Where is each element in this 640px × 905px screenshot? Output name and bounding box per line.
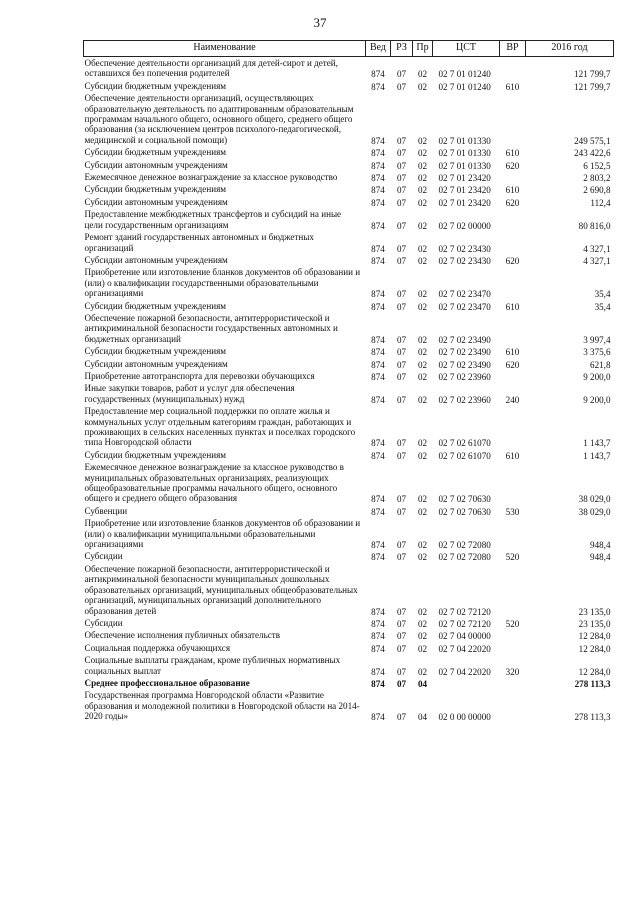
cell-ved: 874 <box>371 185 385 196</box>
cell-vr <box>500 266 526 299</box>
table-row <box>84 629 614 641</box>
cell-vr: 620 <box>505 255 520 266</box>
cell-pr: 02 <box>417 359 428 370</box>
cell-amount: 4 327,1 <box>583 243 611 254</box>
cell-amount: 1 143,7 <box>583 438 611 449</box>
cell-vr: 320 <box>505 666 520 677</box>
cell-pr: 02 <box>417 148 428 159</box>
cell-rz: 07 <box>396 494 407 505</box>
cell-pr: 02 <box>417 334 428 345</box>
table-row <box>84 449 614 461</box>
cell-vr <box>500 370 526 382</box>
cell-pr: 02 <box>417 494 428 505</box>
table-row <box>84 80 614 92</box>
cell-name: Субсидии бюджетным учреждениям <box>84 184 227 195</box>
cell-ved: 874 <box>371 347 385 358</box>
cell-name: Среднее профессиональное образование <box>84 677 250 688</box>
table-row <box>84 196 614 208</box>
cell-ved: 874 <box>371 606 385 617</box>
cell-amount: 948,4 <box>590 540 611 551</box>
cell-rz: 07 <box>396 506 407 517</box>
cell-cst: 02 7 01 01330 <box>438 135 491 146</box>
cell-vr: 610 <box>505 347 520 358</box>
cell-ved: 874 <box>371 394 385 405</box>
cell-amount: 23 135,0 <box>578 606 611 617</box>
cell-rz: 07 <box>396 394 407 405</box>
cell-pr: 04 <box>417 678 428 689</box>
cell-vr: 530 <box>505 506 520 517</box>
cell-vr <box>500 57 526 80</box>
column-header-ved: Вед <box>366 41 391 57</box>
cell-rz: 07 <box>396 678 407 689</box>
cell-pr: 02 <box>417 631 428 642</box>
cell-ved: 874 <box>371 371 385 382</box>
cell-cst: 02 7 02 23960 <box>438 394 491 405</box>
table-row <box>84 254 614 266</box>
cell-ved: 874 <box>371 359 385 370</box>
cell-amount: 35,4 <box>594 301 611 312</box>
cell-amount: 12 284,0 <box>578 666 611 677</box>
cell-ved: 874 <box>371 289 385 300</box>
cell-pr: 02 <box>417 243 428 254</box>
cell-cst: 02 7 01 01330 <box>438 160 491 171</box>
cell-amount: 9 200,0 <box>583 394 611 405</box>
cell-cst: 02 7 01 01240 <box>438 81 491 92</box>
cell-rz: 07 <box>396 371 407 382</box>
cell-amount: 35,4 <box>594 289 611 300</box>
cell-name: Субсидии автономным учреждениям <box>84 358 228 369</box>
table-row <box>84 159 614 171</box>
cell-pr: 04 <box>417 712 428 723</box>
cell-vr <box>500 208 526 231</box>
cell-vr <box>500 629 526 641</box>
cell-rz: 07 <box>396 243 407 254</box>
cell-rz: 07 <box>396 160 407 171</box>
cell-amount: 2 803,2 <box>583 173 611 184</box>
table-row <box>84 405 614 449</box>
cell-vr: 520 <box>505 552 520 563</box>
cell-name: Иные закупки товаров, работ и услуг для обеспечения государственных (муниципальных) нужд <box>84 383 295 404</box>
cell-cst: 02 7 02 23960 <box>438 371 491 382</box>
cell-amount: 38 029,0 <box>578 494 611 505</box>
column-header-cst: ЦСТ <box>433 41 500 57</box>
table-row <box>84 517 614 550</box>
cell-pr: 02 <box>417 173 428 184</box>
cell-name: Социальные выплаты гражданам, кроме публичных нормативных социальных выплат <box>84 655 341 676</box>
cell-pr: 02 <box>417 643 428 654</box>
cell-ved: 874 <box>371 678 385 689</box>
cell-rz: 07 <box>396 606 407 617</box>
cell-cst: 02 7 01 01330 <box>438 148 491 159</box>
cell-ved: 874 <box>371 255 385 266</box>
cell-pr: 02 <box>417 552 428 563</box>
cell-rz: 07 <box>396 540 407 551</box>
cell-vr <box>500 405 526 449</box>
cell-cst: 02 0 00 00000 <box>438 712 491 723</box>
cell-rz: 07 <box>396 347 407 358</box>
cell-amount: 621,8 <box>590 359 611 370</box>
cell-pr: 02 <box>417 618 428 629</box>
cell-rz: 07 <box>396 334 407 345</box>
cell-amount: 3 997,4 <box>583 334 611 345</box>
cell-amount: 948,4 <box>590 552 611 563</box>
cell-ved: 874 <box>371 552 385 563</box>
cell-vr <box>500 689 526 722</box>
cell-ved: 874 <box>371 494 385 505</box>
cell-pr: 02 <box>417 438 428 449</box>
cell-ved: 874 <box>371 450 385 461</box>
cell-cst: 02 7 02 23470 <box>438 301 491 312</box>
cell-cst: 02 7 02 23490 <box>438 347 491 358</box>
table-row <box>84 505 614 517</box>
cell-name: Субсидии автономным учреждениям <box>84 196 228 207</box>
table-row <box>84 654 614 677</box>
cell-cst: 02 7 01 23420 <box>438 197 491 208</box>
table-row <box>84 183 614 195</box>
cell-cst: 02 7 02 72080 <box>438 540 491 551</box>
table-row <box>84 617 614 629</box>
cell-amount: 80 816,0 <box>578 220 611 231</box>
cell-cst: 02 7 02 00000 <box>438 220 491 231</box>
table-row <box>84 231 614 254</box>
cell-name: Ежемесячное денежное вознаграждение за классное руководство в муниципальных образовательных организациях, реализующих общеобразовательные программы начального общего, основного общего и среднего общего образования <box>84 462 344 504</box>
cell-ved: 874 <box>371 69 385 80</box>
column-header-pr: Пр <box>413 41 433 57</box>
cell-ved: 874 <box>371 81 385 92</box>
cell-pr: 02 <box>417 450 428 461</box>
table-row <box>84 642 614 654</box>
cell-cst: 02 7 04 00000 <box>438 631 491 642</box>
cell-pr: 02 <box>417 371 428 382</box>
cell-cst: 02 7 02 70630 <box>438 494 491 505</box>
table-row <box>84 358 614 370</box>
cell-cst: 02 7 04 22020 <box>438 666 491 677</box>
cell-amount: 12 284,0 <box>578 631 611 642</box>
budget-table <box>83 40 614 723</box>
column-header-name: Наименование <box>84 41 366 57</box>
cell-name: Субсидии автономным учреждениям <box>84 159 228 170</box>
cell-name: Приобретение автотранспорта для перевозки обучающихся <box>84 370 315 381</box>
cell-ved: 874 <box>371 712 385 723</box>
cell-cst: 02 7 02 23470 <box>438 289 491 300</box>
cell-name: Обеспечение пожарной безопасности, антитеррористической и антикриминальной безопасности государственных автономных и бюджетных организаций <box>84 312 338 344</box>
cell-amount: 2 690,8 <box>583 185 611 196</box>
table-row <box>84 689 614 722</box>
cell-name: Обеспечение исполнения публичных обязательств <box>84 630 281 641</box>
table-header-row <box>84 41 614 57</box>
cell-rz: 07 <box>396 643 407 654</box>
cell-name: Предоставление межбюджетных трансфертов и субсидий на иные цели государственным организациям <box>84 209 342 230</box>
table-row <box>84 382 614 405</box>
cell-rz: 07 <box>396 450 407 461</box>
cell-cst: 02 7 02 61070 <box>438 438 491 449</box>
cell-rz: 07 <box>396 666 407 677</box>
cell-rz: 07 <box>396 552 407 563</box>
cell-ved: 874 <box>371 618 385 629</box>
table-row <box>84 461 614 505</box>
table-row <box>84 171 614 183</box>
cell-vr: 520 <box>505 618 520 629</box>
cell-pr: 02 <box>417 506 428 517</box>
table-row <box>84 266 614 299</box>
cell-cst: 02 7 01 23420 <box>438 173 491 184</box>
cell-amount: 6 152,5 <box>583 160 611 171</box>
cell-vr: 240 <box>505 394 520 405</box>
cell-vr <box>500 563 526 617</box>
cell-pr: 02 <box>417 666 428 677</box>
cell-rz: 07 <box>396 135 407 146</box>
cell-cst: 02 7 02 61070 <box>438 450 491 461</box>
cell-vr <box>500 171 526 183</box>
cell-name: Приобретение или изготовление бланков документов об образовании и (или) о квалификации муниципальными образовательными организациями <box>84 518 361 550</box>
cell-name: Субсидии бюджетным учреждениям <box>84 449 227 460</box>
cell-ved: 874 <box>371 135 385 146</box>
cell-ved: 874 <box>371 220 385 231</box>
cell-amount: 112,4 <box>590 197 611 208</box>
cell-pr: 02 <box>417 394 428 405</box>
cell-pr: 02 <box>417 606 428 617</box>
cell-vr: 610 <box>505 185 520 196</box>
cell-ved: 874 <box>371 666 385 677</box>
cell-amount: 4 327,1 <box>583 255 611 266</box>
cell-name: Субсидии бюджетным учреждениям <box>84 80 227 91</box>
cell-name: Субсидии бюджетным учреждениям <box>84 346 227 357</box>
cell-cst: 02 7 01 01240 <box>438 69 491 80</box>
column-header-rz: РЗ <box>391 41 413 57</box>
cell-name: Субсидии <box>84 551 123 562</box>
cell-rz: 07 <box>396 618 407 629</box>
table-row <box>84 146 614 158</box>
cell-pr: 02 <box>417 289 428 300</box>
column-header-vr: ВР <box>500 41 526 57</box>
cell-pr: 02 <box>417 220 428 231</box>
cell-ved: 874 <box>371 301 385 312</box>
cell-rz: 07 <box>396 359 407 370</box>
cell-rz: 07 <box>396 438 407 449</box>
table-row <box>84 92 614 146</box>
cell-amount: 278 113,3 <box>574 712 611 723</box>
cell-vr: 610 <box>505 450 520 461</box>
cell-rz: 07 <box>396 185 407 196</box>
table-row <box>84 370 614 382</box>
cell-vr: 610 <box>505 81 520 92</box>
cell-rz: 07 <box>396 712 407 723</box>
cell-vr: 610 <box>505 301 520 312</box>
cell-rz: 07 <box>396 301 407 312</box>
cell-ved: 874 <box>371 643 385 654</box>
cell-pr: 02 <box>417 197 428 208</box>
cell-name: Субсидии <box>84 617 123 628</box>
cell-ved: 874 <box>371 173 385 184</box>
cell-cst <box>433 677 500 689</box>
cell-pr: 02 <box>417 81 428 92</box>
cell-vr: 610 <box>505 148 520 159</box>
cell-amount: 3 375,6 <box>583 347 611 358</box>
cell-ved: 874 <box>371 148 385 159</box>
cell-amount: 278 113,3 <box>574 678 611 689</box>
cell-rz: 07 <box>396 81 407 92</box>
cell-amount: 9 200,0 <box>583 371 611 382</box>
cell-ved: 874 <box>371 334 385 345</box>
cell-vr <box>500 92 526 146</box>
cell-name: Обеспечение пожарной безопасности, антитеррористической и антикриминальной безопасности муниципальных дошкольных образовательных организаций, муниципальных общеобразовательных организаций, муниципальных организаций дополнительного образования детей <box>84 563 358 616</box>
cell-ved: 874 <box>371 631 385 642</box>
column-header-year: 2016 год <box>526 41 614 57</box>
table-row <box>84 677 614 689</box>
table-body <box>84 57 614 723</box>
cell-pr: 02 <box>417 135 428 146</box>
cell-cst: 02 7 02 23430 <box>438 255 491 266</box>
cell-rz: 07 <box>396 173 407 184</box>
cell-pr: 02 <box>417 69 428 80</box>
cell-cst: 02 7 02 23490 <box>438 359 491 370</box>
table-row <box>84 208 614 231</box>
cell-amount: 243 422,6 <box>574 148 611 159</box>
cell-rz: 07 <box>396 220 407 231</box>
cell-cst: 02 7 01 23420 <box>438 185 491 196</box>
cell-amount: 23 135,0 <box>578 618 611 629</box>
cell-name: Социальная поддержка обучающихся <box>84 642 231 653</box>
cell-vr <box>500 677 526 689</box>
cell-cst: 02 7 02 72080 <box>438 552 491 563</box>
cell-vr <box>500 642 526 654</box>
cell-name: Ежемесячное денежное вознаграждение за классное руководство <box>84 172 338 183</box>
cell-name: Ремонт зданий государственных автономных и бюджетных организаций <box>84 232 314 253</box>
cell-ved: 874 <box>371 243 385 254</box>
cell-pr: 02 <box>417 540 428 551</box>
cell-cst: 02 7 02 23430 <box>438 243 491 254</box>
cell-rz: 07 <box>396 255 407 266</box>
cell-ved: 874 <box>371 160 385 171</box>
cell-amount: 249 575,1 <box>574 135 611 146</box>
cell-name: Предоставление мер социальной поддержки по оплате жилья и коммунальных услуг отдельным категориям граждан, работающих и проживающих в сельских населенных пунктах и поселках городского типа Новгородской области <box>84 406 356 448</box>
cell-pr: 02 <box>417 301 428 312</box>
cell-vr: 620 <box>505 197 520 208</box>
cell-cst: 02 7 02 72120 <box>438 606 491 617</box>
cell-amount: 38 029,0 <box>578 506 611 517</box>
cell-vr <box>500 461 526 505</box>
table-row <box>84 312 614 345</box>
cell-rz: 07 <box>396 197 407 208</box>
cell-name: Обеспечение деятельности организаций для детей-сирот и детей, оставшихся без попечения родителей <box>84 58 338 79</box>
cell-vr <box>500 231 526 254</box>
cell-name: Субсидии автономным учреждениям <box>84 254 228 265</box>
page-number: 37 <box>313 15 327 30</box>
cell-vr: 620 <box>505 359 520 370</box>
cell-rz: 07 <box>396 289 407 300</box>
cell-pr: 02 <box>417 347 428 358</box>
cell-cst: 02 7 02 70630 <box>438 506 491 517</box>
cell-rz: 07 <box>396 148 407 159</box>
cell-cst: 02 7 02 23490 <box>438 334 491 345</box>
table-row <box>84 57 614 80</box>
cell-ved: 874 <box>371 438 385 449</box>
cell-amount: 121 799,7 <box>574 81 611 92</box>
cell-pr: 02 <box>417 160 428 171</box>
cell-vr: 620 <box>505 160 520 171</box>
cell-vr <box>500 312 526 345</box>
cell-rz: 07 <box>396 631 407 642</box>
cell-vr <box>500 517 526 550</box>
cell-name: Государственная программа Новгородской области «Развитие образования и молодежной политики в Новгородской области на 2014-2020 годы» <box>84 690 360 722</box>
cell-rz: 07 <box>396 69 407 80</box>
table-row <box>84 300 614 312</box>
table-row <box>84 550 614 562</box>
cell-cst: 02 7 04 22020 <box>438 643 491 654</box>
table-row <box>84 563 614 617</box>
cell-amount: 121 799,7 <box>574 69 611 80</box>
cell-name: Субсидии бюджетным учреждениям <box>84 300 227 311</box>
cell-name: Субсидии бюджетным учреждениям <box>84 147 227 158</box>
cell-pr: 02 <box>417 255 428 266</box>
cell-amount: 1 143,7 <box>583 450 611 461</box>
cell-name: Приобретение или изготовление бланков документов об образовании и (или) о квалификации государственными образовательными организациями <box>84 267 361 299</box>
cell-ved: 874 <box>371 540 385 551</box>
cell-pr: 02 <box>417 185 428 196</box>
cell-name: Субвенции <box>84 505 128 516</box>
cell-amount: 12 284,0 <box>578 643 611 654</box>
cell-ved: 874 <box>371 506 385 517</box>
cell-cst: 02 7 02 72120 <box>438 618 491 629</box>
table-row <box>84 345 614 357</box>
cell-name: Обеспечение деятельности организаций, осуществляющих образовательную деятельность по адаптированным образовательным программам начального общего, основного общего, среднего общего образования (за исключением центров психолого-педагогической, медицинской и социальной помощи) <box>84 93 354 145</box>
cell-ved: 874 <box>371 197 385 208</box>
